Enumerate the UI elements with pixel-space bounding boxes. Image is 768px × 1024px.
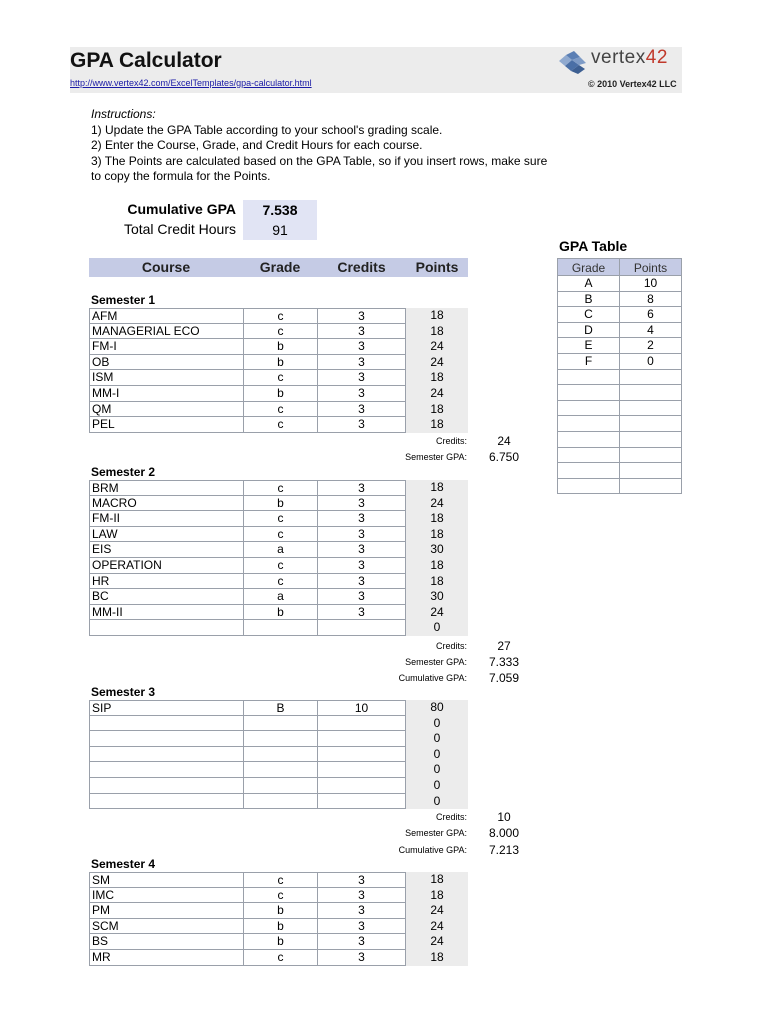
grade-cell[interactable]: [243, 762, 317, 778]
course-cell[interactable]: MANAGERIAL ECO: [89, 324, 243, 340]
gpa-points-cell[interactable]: 0: [619, 354, 682, 370]
points-cell: 18: [406, 370, 468, 386]
grade-cell[interactable]: c: [243, 527, 317, 543]
table-row: [89, 872, 468, 888]
credits-cell[interactable]: 3: [317, 903, 406, 919]
gpa-grade-cell[interactable]: E: [557, 338, 619, 354]
course-cell[interactable]: OPERATION: [89, 558, 243, 574]
table-row: [89, 370, 468, 386]
course-cell[interactable]: LAW: [89, 527, 243, 543]
points-cell: 24: [406, 934, 468, 950]
credits-cell[interactable]: [317, 620, 406, 636]
grade-cell[interactable]: c: [243, 417, 317, 433]
grade-cell[interactable]: a: [243, 542, 317, 558]
gpa-grade-cell[interactable]: [557, 448, 619, 464]
course-cell[interactable]: IMC: [89, 888, 243, 904]
course-cell[interactable]: MACRO: [89, 496, 243, 512]
table-row: [89, 903, 468, 919]
course-cell[interactable]: OB: [89, 355, 243, 371]
grade-cell[interactable]: b: [243, 386, 317, 402]
course-cell[interactable]: SM: [89, 872, 243, 888]
table-row: [89, 527, 468, 543]
table-row: [89, 888, 468, 904]
gpa-table-row: [557, 276, 682, 292]
points-cell: 18: [406, 511, 468, 527]
credits-cell[interactable]: 3: [317, 417, 406, 433]
column-grade: Grade: [259, 259, 301, 275]
gpa-points-cell[interactable]: [619, 401, 682, 417]
gpa-grade-cell[interactable]: [557, 385, 619, 401]
points-cell: 30: [406, 589, 468, 605]
credits-cell[interactable]: 3: [317, 558, 406, 574]
stat-value-semester-gpa: 6.750: [488, 450, 520, 464]
stat-value-cumulative-gpa: 7.059: [488, 671, 520, 685]
points-cell: 18: [406, 527, 468, 543]
credits-cell[interactable]: 3: [317, 542, 406, 558]
instruction-line: 3) The Points are calculated based on the GPA Table, so if you insert rows, make sure: [91, 153, 548, 168]
table-row: [89, 558, 468, 574]
table-row: [89, 324, 468, 340]
credits-cell[interactable]: [317, 731, 406, 747]
course-cell[interactable]: MM-I: [89, 386, 243, 402]
points-cell: 24: [406, 496, 468, 512]
table-row: [89, 496, 468, 512]
grade-cell[interactable]: [243, 794, 317, 810]
credits-cell[interactable]: 3: [317, 919, 406, 935]
gpa-points-cell[interactable]: [619, 385, 682, 401]
course-cell[interactable]: AFM: [89, 308, 243, 324]
grade-cell[interactable]: [243, 731, 317, 747]
gpa-grade-cell[interactable]: [557, 401, 619, 417]
table-row: [89, 339, 468, 355]
points-cell: 0: [406, 747, 468, 763]
semester-title: Semester 2: [91, 465, 156, 479]
semester-title: Semester 4: [91, 857, 156, 871]
gpa-table-row: [557, 370, 682, 386]
stat-value-semester-gpa: 8.000: [488, 826, 520, 840]
credits-cell[interactable]: 3: [317, 355, 406, 371]
gpa-grade-cell[interactable]: [557, 479, 619, 495]
gpa-points-cell[interactable]: [619, 479, 682, 495]
points-cell: 0: [406, 716, 468, 732]
stat-label-semester-gpa: Semester GPA:: [405, 452, 467, 462]
gpa-table-title: GPA Table: [559, 238, 628, 254]
gpa-points-cell[interactable]: [619, 448, 682, 464]
gpa-header-grade: Grade: [557, 258, 619, 276]
table-row: [89, 542, 468, 558]
grade-cell[interactable]: c: [243, 480, 317, 496]
table-row: [89, 794, 468, 810]
credits-cell[interactable]: 3: [317, 386, 406, 402]
table-row: [89, 950, 468, 966]
course-cell[interactable]: MM-II: [89, 605, 243, 621]
credits-cell[interactable]: 3: [317, 324, 406, 340]
course-cell[interactable]: HR: [89, 574, 243, 590]
table-row: [89, 762, 468, 778]
grade-cell[interactable]: a: [243, 589, 317, 605]
credits-cell[interactable]: [317, 762, 406, 778]
gpa-table-row: [557, 292, 682, 308]
credits-cell[interactable]: 3: [317, 527, 406, 543]
grade-cell[interactable]: c: [243, 574, 317, 590]
stat-label-semester-gpa: Semester GPA:: [405, 828, 467, 838]
grade-cell[interactable]: [243, 778, 317, 794]
table-row: [89, 308, 468, 324]
gpa-table-row: [557, 307, 682, 323]
table-row: [89, 778, 468, 794]
gpa-table-header: [557, 258, 682, 276]
gpa-points-cell[interactable]: 2: [619, 338, 682, 354]
points-cell: 24: [406, 355, 468, 371]
points-cell: 18: [406, 480, 468, 496]
points-cell: 0: [406, 778, 468, 794]
course-cell[interactable]: [89, 620, 243, 636]
points-cell: 18: [406, 558, 468, 574]
table-row: [89, 731, 468, 747]
points-cell: 18: [406, 402, 468, 418]
logo-word: vertex: [591, 47, 646, 68]
grade-cell[interactable]: c: [243, 888, 317, 904]
course-cell[interactable]: FM-I: [89, 339, 243, 355]
course-table-header: [89, 258, 468, 277]
gpa-header-points: Points: [619, 258, 682, 276]
gpa-grade-cell[interactable]: F: [557, 354, 619, 370]
gpa-grade-cell[interactable]: C: [557, 307, 619, 323]
points-cell: 18: [406, 324, 468, 340]
grade-cell[interactable]: [243, 747, 317, 763]
gpa-points-cell[interactable]: 4: [619, 323, 682, 339]
semester-title: Semester 3: [91, 685, 156, 699]
course-cell[interactable]: PM: [89, 903, 243, 919]
cumulative-gpa-value: 7.538: [243, 200, 317, 220]
gpa-table-row: [557, 463, 682, 479]
gpa-table-row: [557, 385, 682, 401]
points-cell: 18: [406, 417, 468, 433]
course-cell[interactable]: FM-II: [89, 511, 243, 527]
points-cell: 18: [406, 888, 468, 904]
credits-cell[interactable]: [317, 778, 406, 794]
table-row: [89, 700, 468, 716]
table-row: [89, 716, 468, 732]
credits-cell[interactable]: 3: [317, 511, 406, 527]
gpa-table-row: [557, 354, 682, 370]
course-cell[interactable]: QM: [89, 402, 243, 418]
table-row: [89, 355, 468, 371]
credits-cell[interactable]: 3: [317, 934, 406, 950]
grade-cell[interactable]: c: [243, 402, 317, 418]
credits-cell[interactable]: 3: [317, 574, 406, 590]
credits-cell[interactable]: 3: [317, 496, 406, 512]
table-row: [89, 605, 468, 621]
logo-wordmark: [591, 47, 668, 69]
logo-accent: 42: [645, 47, 668, 68]
grade-cell[interactable]: b: [243, 496, 317, 512]
course-cell[interactable]: EIS: [89, 542, 243, 558]
grade-cell[interactable]: b: [243, 919, 317, 935]
gpa-table-row: [557, 432, 682, 448]
points-cell: 0: [406, 794, 468, 810]
credits-cell[interactable]: 3: [317, 872, 406, 888]
column-points: Points: [415, 259, 459, 275]
stat-label-cumulative-gpa: Cumulative GPA:: [398, 673, 467, 683]
course-cell[interactable]: ISM: [89, 370, 243, 386]
total-credit-hours-value: 91: [243, 220, 317, 240]
credits-cell[interactable]: 3: [317, 308, 406, 324]
credits-cell[interactable]: 3: [317, 370, 406, 386]
credits-cell[interactable]: 3: [317, 888, 406, 904]
copyright: © 2010 Vertex42 LLC: [588, 79, 677, 89]
points-cell: 30: [406, 542, 468, 558]
credits-cell[interactable]: 3: [317, 605, 406, 621]
points-cell: 24: [406, 605, 468, 621]
grade-cell[interactable]: [243, 716, 317, 732]
table-row: [89, 386, 468, 402]
table-row: [89, 620, 468, 636]
grade-cell[interactable]: b: [243, 934, 317, 950]
table-row: [89, 417, 468, 433]
stat-label-cumulative-gpa: Cumulative GPA:: [398, 845, 467, 855]
points-cell: 80: [406, 700, 468, 716]
course-cell[interactable]: [89, 731, 243, 747]
course-cell[interactable]: BS: [89, 934, 243, 950]
course-cell[interactable]: PEL: [89, 417, 243, 433]
page-title: GPA Calculator: [70, 49, 222, 72]
gpa-grade-cell[interactable]: B: [557, 292, 619, 308]
gpa-points-cell[interactable]: [619, 463, 682, 479]
points-cell: 0: [406, 731, 468, 747]
column-credits: Credits: [337, 259, 386, 275]
stat-label-credits: Credits:: [435, 641, 467, 651]
grade-cell[interactable]: c: [243, 324, 317, 340]
instructions-heading: Instructions:: [91, 107, 156, 121]
credits-cell[interactable]: 3: [317, 402, 406, 418]
stat-value-credits: 10: [497, 810, 511, 824]
grade-cell[interactable]: B: [243, 700, 317, 716]
semester-title: Semester 1: [91, 293, 156, 307]
course-cell[interactable]: [89, 716, 243, 732]
table-row: [89, 480, 468, 496]
gpa-grade-cell[interactable]: [557, 432, 619, 448]
credits-cell[interactable]: 3: [317, 950, 406, 966]
cumulative-gpa-label: Cumulative GPA: [127, 201, 236, 217]
grade-cell[interactable]: c: [243, 558, 317, 574]
table-row: [89, 511, 468, 527]
course-cell[interactable]: SCM: [89, 919, 243, 935]
stat-label-credits: Credits:: [435, 436, 467, 446]
points-cell: 24: [406, 903, 468, 919]
gpa-points-cell[interactable]: 8: [619, 292, 682, 308]
course-cell[interactable]: MR: [89, 950, 243, 966]
gpa-table-row: [557, 448, 682, 464]
column-course: Course: [141, 259, 191, 275]
stat-label-semester-gpa: Semester GPA:: [405, 657, 467, 667]
stat-value-credits: 27: [497, 639, 511, 653]
stat-value-credits: 24: [497, 434, 511, 448]
gpa-points-cell[interactable]: 6: [619, 307, 682, 323]
gpa-table-row: [557, 323, 682, 339]
credits-cell[interactable]: 3: [317, 480, 406, 496]
gpa-table-row: [557, 479, 682, 495]
gpa-table-row: [557, 338, 682, 354]
table-row: [89, 747, 468, 763]
points-cell: 18: [406, 950, 468, 966]
gpa-table-row: [557, 401, 682, 417]
credits-cell[interactable]: 10: [317, 700, 406, 716]
grade-cell[interactable]: c: [243, 370, 317, 386]
credits-cell[interactable]: 3: [317, 339, 406, 355]
points-cell: 0: [406, 620, 468, 636]
gpa-points-cell[interactable]: [619, 370, 682, 386]
gpa-grade-cell[interactable]: [557, 416, 619, 432]
grade-cell[interactable]: b: [243, 903, 317, 919]
table-row: [89, 402, 468, 418]
points-cell: 18: [406, 872, 468, 888]
table-row: [89, 574, 468, 590]
gpa-grade-cell[interactable]: [557, 370, 619, 386]
gpa-grade-cell[interactable]: A: [557, 276, 619, 292]
credits-cell[interactable]: [317, 747, 406, 763]
instructions: [91, 107, 547, 185]
gpa-grade-cell[interactable]: [557, 463, 619, 479]
stat-value-cumulative-gpa: 7.213: [488, 843, 520, 857]
course-cell[interactable]: [89, 794, 243, 810]
credits-cell[interactable]: [317, 716, 406, 732]
credits-cell[interactable]: [317, 794, 406, 810]
grade-cell[interactable]: c: [243, 950, 317, 966]
points-cell: 24: [406, 339, 468, 355]
stat-label-credits: Credits:: [435, 812, 467, 822]
instruction-line: 2) Enter the Course, Grade, and Credit Hours for each course.: [91, 138, 423, 152]
table-row: [89, 934, 468, 950]
instruction-line: to copy the formula for the Points.: [91, 169, 271, 183]
points-cell: 0: [406, 762, 468, 778]
course-cell[interactable]: [89, 762, 243, 778]
course-cell[interactable]: BRM: [89, 480, 243, 496]
gpa-grade-cell[interactable]: D: [557, 323, 619, 339]
grade-cell[interactable]: c: [243, 872, 317, 888]
table-row: [89, 589, 468, 605]
gpa-points-cell[interactable]: [619, 416, 682, 432]
instruction-line: 1) Update the GPA Table according to your school's grading scale.: [91, 122, 443, 137]
table-row: [89, 919, 468, 935]
course-cell[interactable]: BC: [89, 589, 243, 605]
grade-cell[interactable]: [243, 620, 317, 636]
grid-globe-icon: [559, 51, 586, 74]
grade-cell[interactable]: b: [243, 355, 317, 371]
gpa-points-cell[interactable]: [619, 432, 682, 448]
points-cell: 24: [406, 919, 468, 935]
course-cell[interactable]: [89, 747, 243, 763]
course-cell[interactable]: SIP: [89, 700, 243, 716]
gpa-table-row: [557, 416, 682, 432]
grade-cell[interactable]: b: [243, 339, 317, 355]
total-credit-hours-label: Total Credit Hours: [123, 221, 236, 237]
course-cell[interactable]: [89, 778, 243, 794]
grade-cell[interactable]: c: [243, 511, 317, 527]
points-cell: 24: [406, 386, 468, 402]
points-cell: 18: [406, 308, 468, 324]
gpa-points-cell[interactable]: 10: [619, 276, 682, 292]
grade-cell[interactable]: b: [243, 605, 317, 621]
points-cell: 18: [406, 574, 468, 590]
template-url-link[interactable]: http://www.vertex42.com/ExcelTemplates/gpa-calculator.html: [70, 78, 312, 88]
credits-cell[interactable]: 3: [317, 589, 406, 605]
grade-cell[interactable]: c: [243, 308, 317, 324]
stat-value-semester-gpa: 7.333: [488, 655, 520, 669]
